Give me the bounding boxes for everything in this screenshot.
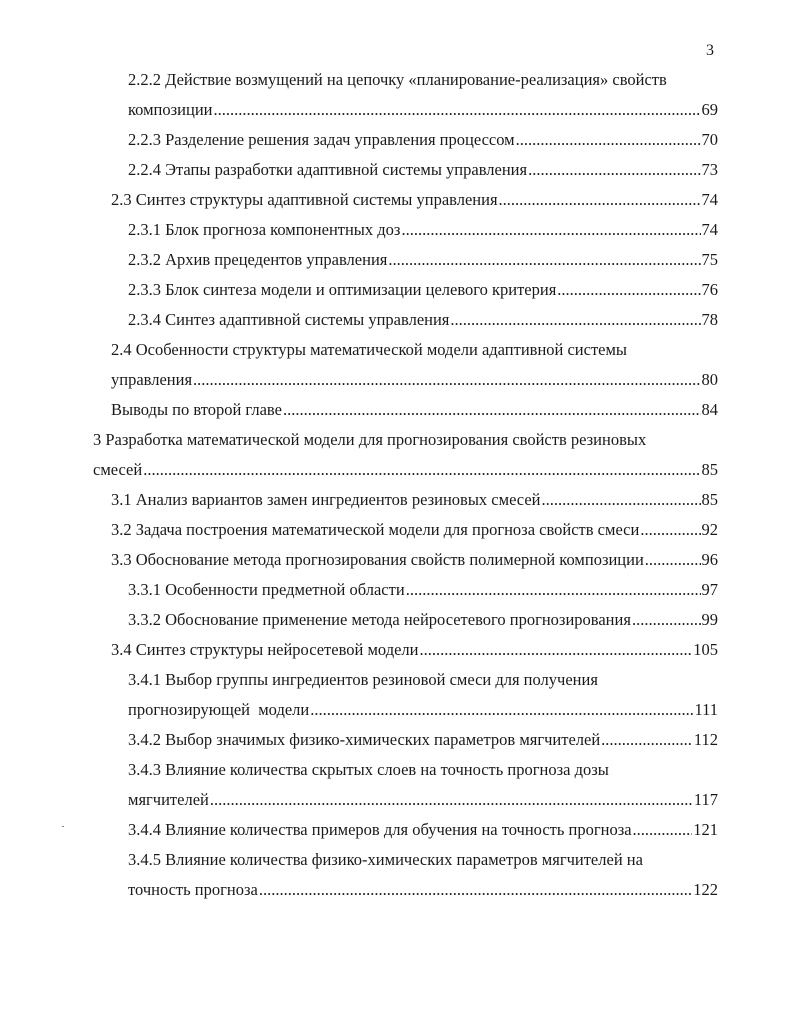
toc-entry: 2.2.2 Действие возмущений на цепочку «планирование-реализация» свойств — [128, 70, 667, 89]
toc-entry: 3 Разработка математической модели для прогнозирования свойств резиновых — [93, 430, 647, 449]
toc-entry: 3.4.4 Влияние количества примеров для обучения на точность прогноза ..... 121 — [128, 820, 718, 842]
toc-entry: мягчителей ..... 117 — [128, 790, 718, 812]
toc-entry: смесей ..... 85 — [93, 460, 718, 482]
toc-entry: 2.4 Особенности структуры математической модели адаптивной системы — [111, 340, 628, 359]
toc-entry: 3.2 Задача построения математической модели для прогноза свойств смеси ..... 92 — [111, 520, 718, 542]
toc-entry: 3.4.2 Выбор значимых физико-химических параметров мягчителей ..... 112 — [128, 730, 718, 752]
page-number: 3 — [706, 42, 714, 59]
toc-entry: 2.3.4 Синтез адаптивной системы управления ..... 78 — [128, 310, 718, 332]
toc-entry: управления ..... 80 — [111, 370, 718, 392]
toc-entry: прогнозирующей модели ..... 111 — [128, 700, 718, 722]
toc-entry: 2.3 Синтез структуры адаптивной системы управления ..... 74 — [111, 190, 718, 212]
toc-entry: 2.2.4 Этапы разработки адаптивной системы управления ..... 73 — [128, 160, 718, 182]
toc-entry: 2.3.2 Архив прецедентов управления ..... 75 — [128, 250, 718, 272]
toc-entry: 2.3.1 Блок прогноза компонентных доз ..... 74 — [128, 220, 718, 242]
toc-entry: 3.4.3 Влияние количества скрытых слоев на точность прогноза дозы — [128, 760, 609, 779]
toc-entry: 3.3 Обоснование метода прогнозирования свойств полимерной композиции ..... 96 — [111, 550, 718, 572]
toc-entry: 3.4 Синтез структуры нейросетевой модели ..... 105 — [111, 640, 718, 662]
toc-entry: 3.4.1 Выбор группы ингредиентов резиновой смеси для получения — [128, 670, 598, 689]
toc-entry: 3.3.2 Обоснование применение метода нейросетевого прогнозирования ..... 99 — [128, 610, 718, 632]
toc-entry: точность прогноза ..... 122 — [128, 880, 718, 902]
toc-entry: композиции ..... 69 — [128, 100, 718, 122]
toc-entry: 3.3.1 Особенности предметной области ..... 97 — [128, 580, 718, 602]
toc-entry: 2.2.3 Разделение решения задач управления процессом ..... 70 — [128, 130, 718, 152]
toc-entry: Выводы по второй главе ..... 84 — [111, 400, 718, 422]
toc-entry: 3.4.5 Влияние количества физико-химических параметров мягчителей на — [128, 850, 643, 869]
toc-entry: 2.3.3 Блок синтеза модели и оптимизации целевого критерия ..... 76 — [128, 280, 718, 302]
toc-entry: 3.1 Анализ вариантов замен ингредиентов резиновых смесей ..... 85 — [111, 490, 718, 512]
